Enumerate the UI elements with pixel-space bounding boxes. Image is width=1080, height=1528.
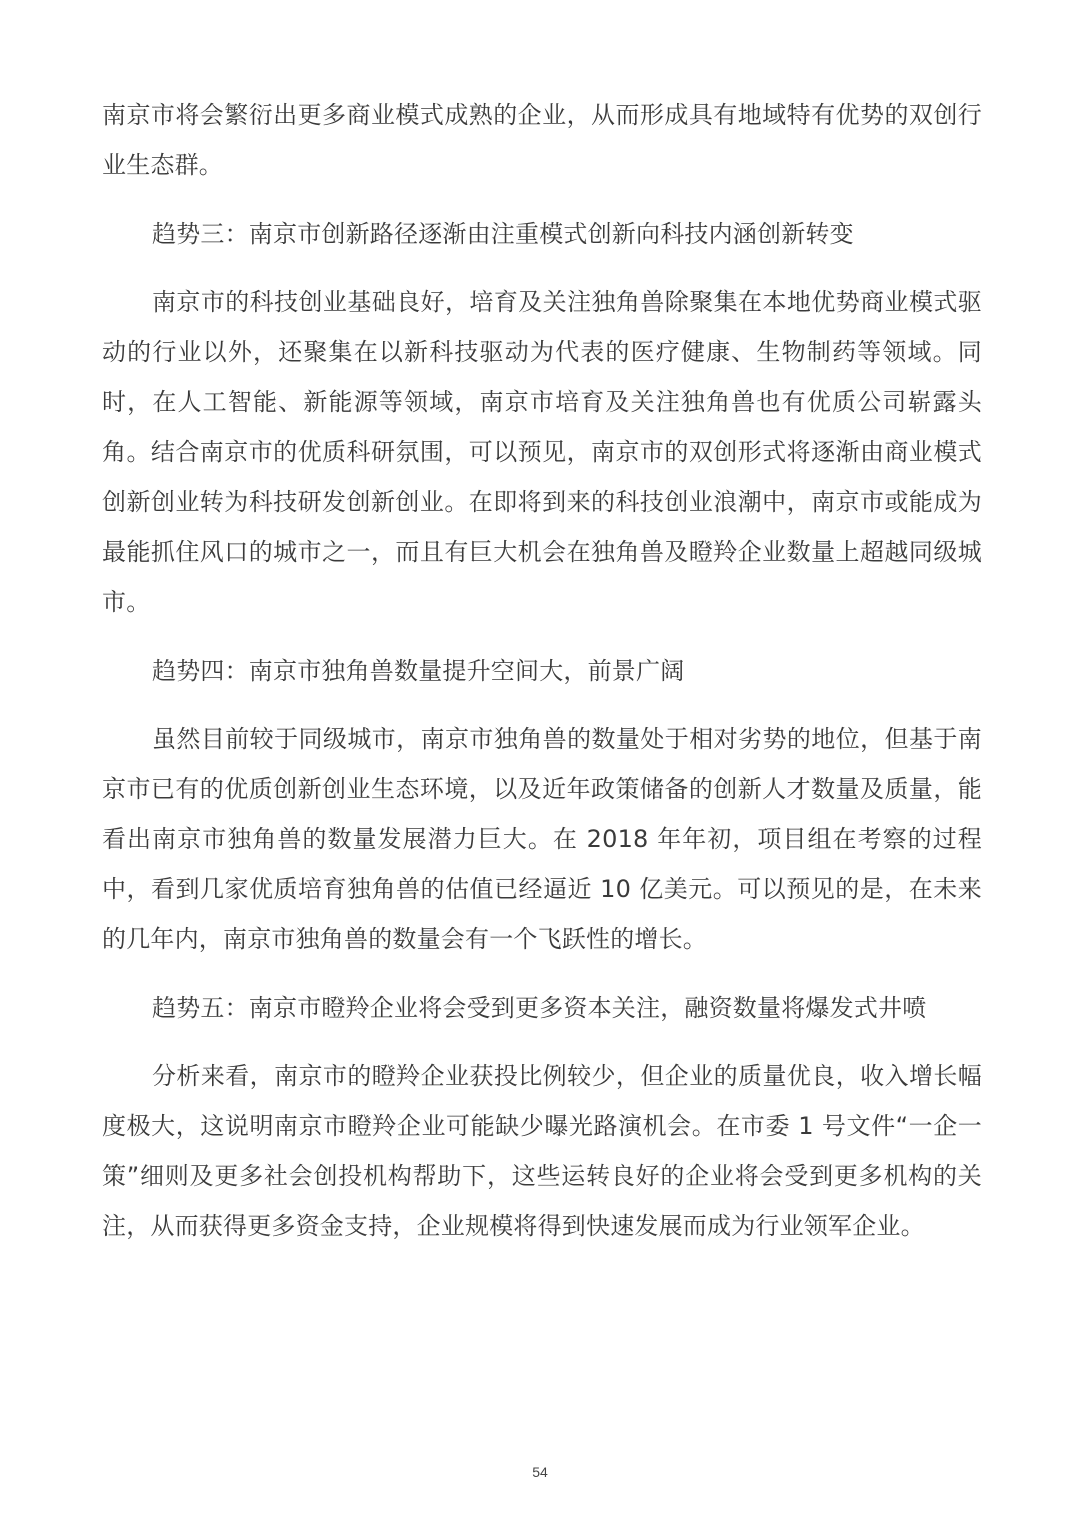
- heading-trend-three: 趋势三：南京市创新路径逐渐由注重模式创新向科技内涵创新转变: [152, 220, 854, 248]
- heading-trend-five: 趋势五：南京市瞪羚企业将会受到更多资本关注，融资数量将爆发式井喷: [152, 994, 927, 1022]
- paragraph-trend-four-body: 虽然目前较于同级城市，南京市独角兽的数量处于相对劣势的地位，但基于南京市已有的优质创新创业生态环境，以及近年政策储备的创新人才数量及质量，能看出南京市独角兽的数量发展潜力巨大。在 2018 年年初，项目组在考察的过程中，看到几家优质培育独角兽的估值已经逼近 10 亿美元。可以预见的是，在未来的几年内，南京市独角兽的数量会有一个飞跃性的增长。: [102, 725, 982, 953]
- page-number: 54: [532, 1464, 548, 1480]
- paragraph-continuation: 南京市将会繁衍出更多商业模式成熟的企业，从而形成具有地域特有优势的双创行业生态群。: [102, 101, 982, 179]
- heading-trend-four: 趋势四：南京市独角兽数量提升空间大，前景广阔: [152, 657, 685, 685]
- paragraph-trend-three-body: 南京市的科技创业基础良好，培育及关注独角兽除聚集在本地优势商业模式驱动的行业以外，还聚集在以新科技驱动为代表的医疗健康、生物制药等领域。同时，在人工智能、新能源等领域，南京市培育及关注独角兽也有优质公司崭露头角。结合南京市的优质科研氛围，可以预见，南京市的双创形式将逐渐由商业模式创新创业转为科技研发创新创业。在即将到来的科技创业浪潮中，南京市或能成为最能抓住风口的城市之一，而且有巨大机会在独角兽及瞪羚企业数量上超越同级城市。: [102, 288, 982, 616]
- paragraph-trend-five-body: 分析来看，南京市的瞪羚企业获投比例较少，但企业的质量优良，收入增长幅度极大，这说明南京市瞪羚企业可能缺少曝光路演机会。在市委 1 号文件“一企一策”细则及更多社会创投机构帮助下，这些运转良好的企业将会受到更多机构的关注，从而获得更多资金支持，企业规模将得到快速发展而成为行业领军企业。: [102, 1062, 982, 1240]
